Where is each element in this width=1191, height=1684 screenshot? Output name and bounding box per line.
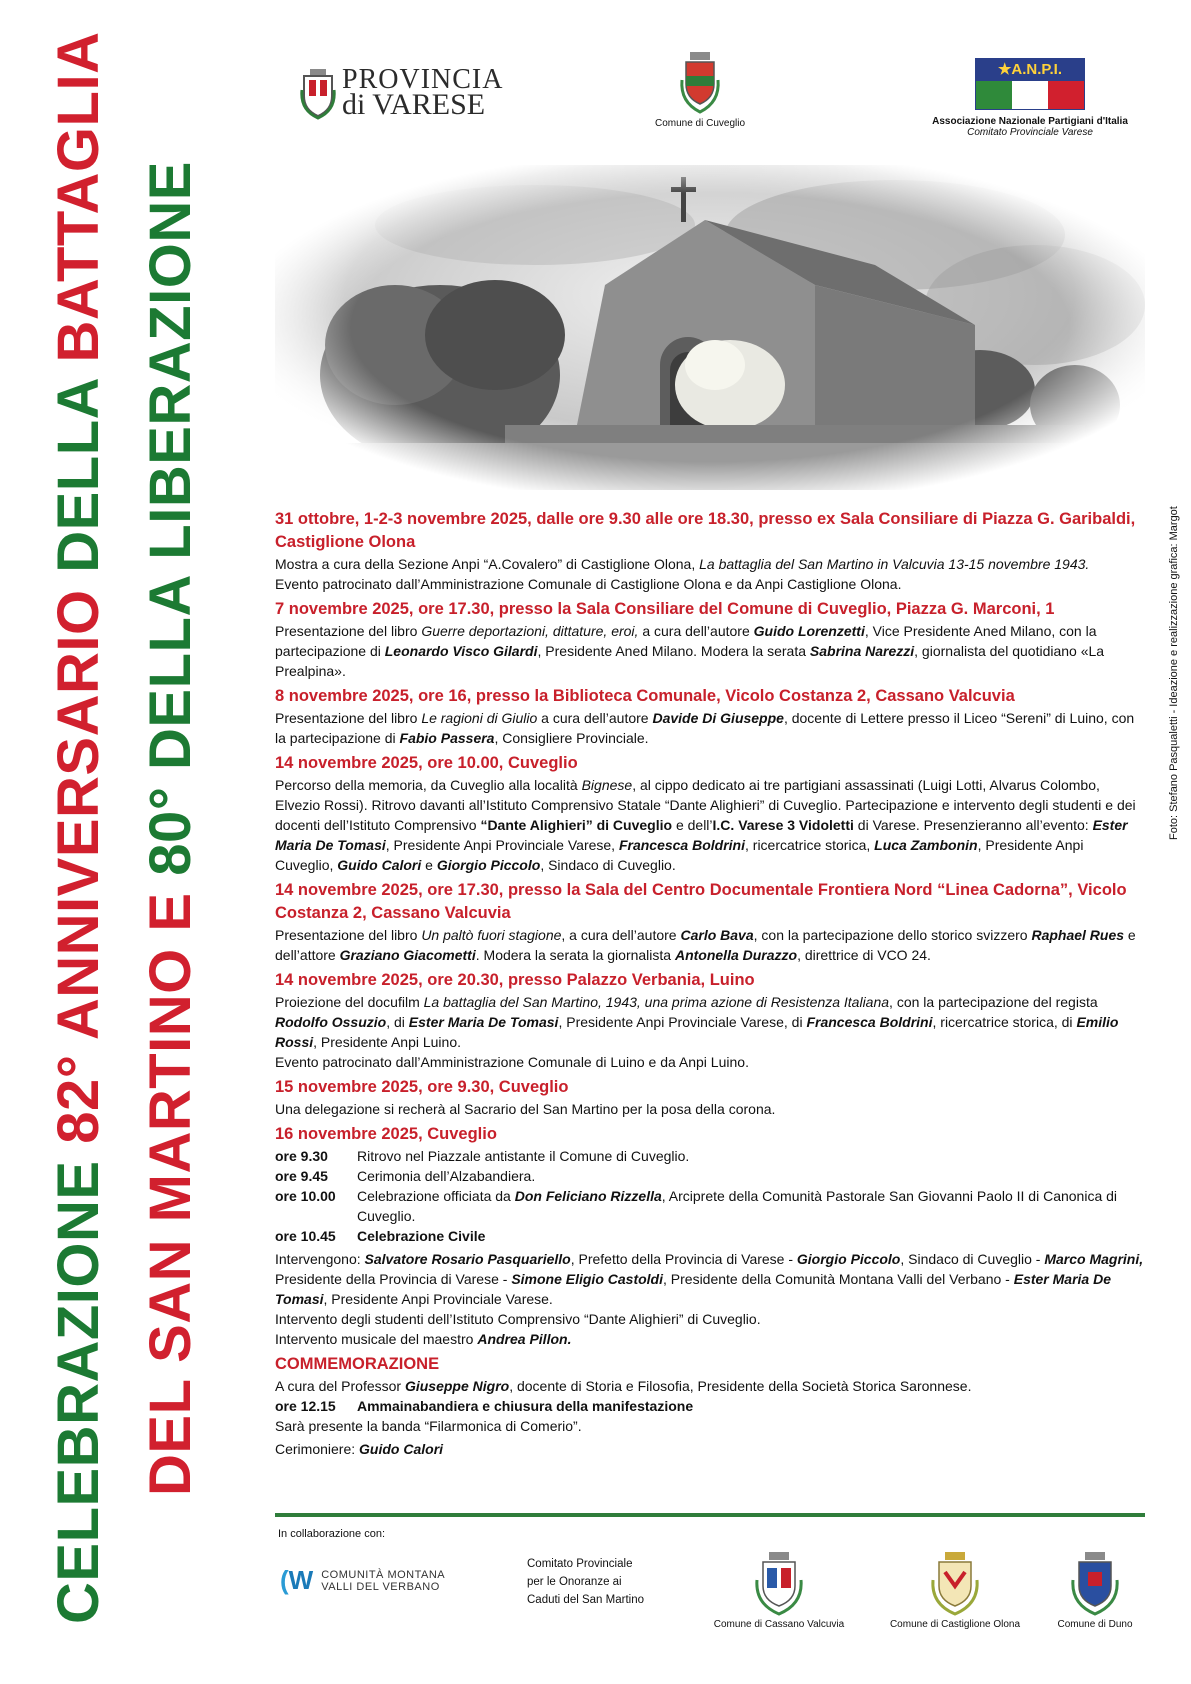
cassano-crest-icon <box>751 1550 807 1616</box>
text: Comitato Provinciale <box>527 1558 633 1570</box>
anpi-acronym: ★A.N.P.I. <box>976 59 1084 81</box>
text: Giorgio Piccolo <box>436 857 541 873</box>
text: , direttrice di VCO 24. <box>797 947 931 963</box>
text: Luca Zambonin <box>874 837 978 853</box>
cm-name-line2: VALLI DEL VERBANO <box>321 1580 440 1593</box>
cuveglio-label: Comune di Cuveglio <box>654 118 746 129</box>
cuveglio-logo <box>640 50 760 129</box>
text: Intervengono: <box>275 1251 365 1267</box>
event-7-title: 15 novembre 2025, ore 9.30, Cuveglio <box>275 1078 569 1096</box>
event-4-body <box>275 775 1145 875</box>
text: , giornalista del quotidiano «La Prealpina». <box>275 643 1105 679</box>
text: Presentazione del libro <box>275 710 422 726</box>
text: , Presidente Anpi Cuveglio, <box>275 837 1084 873</box>
text: di Varese. Presenzieranno all’evento: <box>853 817 1093 833</box>
text: , Sindaco di Cuveglio. <box>540 857 676 873</box>
event-8-title: 16 novembre 2025, Cuveglio <box>275 1125 497 1143</box>
event-1-title: 31 ottobre, 1-2-3 novembre 2025, dalle ore 9.30 alle ore 18.30, presso ex Sala Consiliare di Piazza G. Garibaldi, Castiglione Olona <box>275 510 1136 551</box>
cuveglio-crest-icon <box>678 50 722 114</box>
provincia-crest-icon <box>300 66 336 120</box>
text: . Modera la serata la giornalista <box>475 947 675 963</box>
text: , Presidente della Comunità Montana Valli del Verbano - <box>663 1271 1014 1287</box>
comunita-montana-mark-icon: (W <box>280 1565 314 1595</box>
text: “Dante Alighieri” di Cuveglio <box>480 817 673 833</box>
text: e dell’ <box>672 817 713 833</box>
text: Don Feliciano Rizzella <box>514 1188 662 1204</box>
schedule-time: ore 12.15 <box>275 1398 336 1414</box>
schedule-time: ore 9.30 <box>275 1148 328 1164</box>
duno-logo <box>1040 1550 1150 1630</box>
text: Celebrazione officiata da <box>357 1188 515 1204</box>
text: Rodolfo Ossuzio <box>275 1014 387 1030</box>
comitato-onoranze <box>527 1555 644 1609</box>
text: Andrea Pillon. <box>477 1331 572 1347</box>
event-program <box>275 508 1145 1459</box>
text: Simone Eligio Castoldi <box>511 1271 663 1287</box>
duno-crest-icon <box>1070 1550 1120 1616</box>
castiglione-olona-logo <box>880 1550 1030 1630</box>
text: , docente di Lettere presso il Liceo “Sereni” di Luino, con la partecipazione di <box>275 710 1135 746</box>
text: , Presidente Aned Milano. Modera la serata <box>537 643 810 659</box>
text: , al cippo dedicato ai tre partigiani assassinati (Luigi Lotti, Alvarus Colombo, Elvezio Rossi). Ritrovo davanti all’Istituto Comprensivo Statale “Dante Alighieri” di Cuveglio. Partecipazione e intervento degli studenti e dei docenti dell’Istituto Comprensivo <box>275 777 1136 833</box>
text: Bignese <box>581 777 633 793</box>
text: Presentazione del libro <box>275 927 422 943</box>
text: Guerre deportazioni, dittature, eroi, <box>421 623 639 639</box>
text: Ester Maria De Tomasi <box>275 1271 1112 1307</box>
text: Sabrina Narezzi <box>809 643 915 659</box>
text: , ricercatrice storica, <box>745 837 875 853</box>
text: Presentazione del libro <box>275 623 422 639</box>
text: Presidente della Provincia di Varese - <box>275 1271 512 1287</box>
text: , Presidente Anpi Provinciale Varese, di <box>558 1014 807 1030</box>
text: , Presidente Anpi Provinciale Varese. <box>323 1291 553 1307</box>
text: Marco Magrini, <box>1044 1251 1144 1267</box>
text: Carlo Bava <box>680 927 754 943</box>
schedule-row <box>275 1186 1145 1226</box>
text: A cura del Professor <box>275 1378 405 1394</box>
text: per le Onoranze ai <box>527 1576 622 1588</box>
church-photo <box>275 165 1145 490</box>
event-4-title: 14 novembre 2025, ore 10.00, Cuveglio <box>275 754 578 772</box>
text: , Presidente Anpi Provinciale Varese, <box>385 837 619 853</box>
text: Intervento degli studenti dell’Istituto Comprensivo “Dante Alighieri” di Cuveglio. <box>275 1311 761 1327</box>
event-1-body <box>275 554 1145 594</box>
text: , di <box>386 1014 409 1030</box>
text: Ester Maria De Tomasi <box>408 1014 559 1030</box>
text: , con la partecipazione del regista <box>889 994 1098 1010</box>
text: , ricercatrice storica, di <box>932 1014 1077 1030</box>
event-5-title: 14 novembre 2025, ore 17.30, presso la Sala del Centro Documentale Frontiera Nord “Linea Cadorna”, Vicolo Costanza 2, Cassano Valcuvia <box>275 881 1127 922</box>
text: e dell’attore <box>275 927 1136 963</box>
schedule-text: Ritrovo nel Piazzale antistante il Comune di Cuveglio. <box>357 1148 690 1164</box>
text: Ester Maria De Tomasi <box>275 817 1128 853</box>
text: Mostra a cura della Sezione Anpi “A.Covalero” di Castiglione Olona, <box>275 556 700 572</box>
text: , Arciprete della Comunità Pastorale San Giovanni Paolo II di Canonica di Cuveglio. <box>357 1188 1118 1224</box>
text: a cura dell’autore <box>638 623 754 639</box>
text: Francesca Boldrini <box>806 1014 933 1030</box>
schedule-row <box>275 1396 1145 1416</box>
crest-label: Comune di Duno <box>1057 1619 1133 1630</box>
title-word: DELLA <box>46 379 111 573</box>
schedule-time: ore 9.45 <box>275 1168 328 1184</box>
event-6-title: 14 novembre 2025, ore 20.30, presso Palazzo Verbania, Luino <box>275 971 755 989</box>
text: Graziano Giacometti <box>339 947 476 963</box>
event-6-body <box>275 992 1145 1072</box>
title-word: 82° ANNIVERSARIO <box>46 589 111 1144</box>
cerimoniere <box>275 1439 1145 1459</box>
text: , docente di Storia e Filosofia, Presidente della Società Storica Saronnese. <box>509 1378 972 1394</box>
text: La battaglia del San Martino in Valcuvia 13-15 novembre 1943. <box>699 556 1090 572</box>
text: e <box>421 857 437 873</box>
event-2-body <box>275 621 1145 681</box>
crest-label: Comune di Castiglione Olona <box>889 1619 1021 1630</box>
text: Le ragioni di Giulio <box>421 710 538 726</box>
text: Antonella Durazzo <box>674 947 798 963</box>
text: Raphael Rues <box>1031 927 1125 943</box>
anpi-subtitle: Comitato Provinciale Varese <box>967 127 1093 138</box>
text: a cura dell’autore <box>537 710 653 726</box>
event-3-body <box>275 708 1145 748</box>
text: Giuseppe Nigro <box>404 1378 510 1394</box>
text: Percorso della memoria, da Cuveglio alla località <box>275 777 582 793</box>
text: Proiezione del docufilm <box>275 994 424 1010</box>
schedule-row <box>275 1226 1145 1246</box>
event-3-title: 8 novembre 2025, ore 16, presso la Biblioteca Comunale, Vicolo Costanza 2, Cassano Valcuvia <box>275 687 1015 705</box>
schedule-row <box>275 1146 1145 1166</box>
text: , a cura dell’autore <box>561 927 681 943</box>
text: , Presidente Anpi Luino. <box>313 1034 462 1050</box>
text: , Vice Presidente Aned Milano, con la partecipazione di <box>275 623 1097 659</box>
schedule-row <box>275 1166 1145 1186</box>
title-word: 80° DELLA LIBERAZIONE <box>138 161 203 876</box>
band-note: Sarà presente la banda “Filarmonica di Comerio”. <box>275 1418 582 1434</box>
text: , Consigliere Provinciale. <box>494 730 649 746</box>
text: Guido Calori <box>359 1441 444 1457</box>
text: Guido Calori <box>337 857 422 873</box>
text: Un paltò fuori stagione <box>421 927 562 943</box>
provincia-name: PROVINCIA <box>342 64 504 96</box>
main-title-line-1 <box>46 31 111 1624</box>
schedule-text: Ammainabandiera e chiusura della manifestazione <box>357 1398 694 1414</box>
anpi-flag-icon <box>975 58 1085 110</box>
photo-credit: Foto: Stefano Pasqualetti - Ideazione e realizzazione grafica: Margot <box>1168 506 1180 840</box>
event-5-body <box>275 925 1145 965</box>
castiglione-crest-icon <box>927 1550 983 1616</box>
commemorazione-body <box>275 1376 1145 1396</box>
anpi-name: Associazione Nazionale Partigiani d'Italia <box>932 116 1128 127</box>
text: Fabio Passera <box>399 730 495 746</box>
schedule-text: Celebrazione Civile <box>357 1228 486 1244</box>
text: Evento patrocinato dall’Amministrazione Comunale di Castiglione Olona e da Anpi Castiglione Olona. <box>275 576 902 592</box>
provincia-varese-logo <box>300 66 503 120</box>
event-2-title: 7 novembre 2025, ore 17.30, presso la Sala Consiliare del Comune di Cuveglio, Piazza G. Marconi, 1 <box>275 600 1055 618</box>
anpi-logo <box>905 58 1155 138</box>
text: , Prefetto della Provincia di Varese - <box>570 1251 797 1267</box>
cassano-valcuvia-logo <box>704 1550 854 1630</box>
title-word: BATTAGLIA <box>46 31 111 363</box>
schedule-time: ore 10.00 <box>275 1188 336 1204</box>
text: Intervento musicale del maestro <box>275 1331 478 1347</box>
text: Salvatore Rosario Pasquariello <box>364 1251 571 1267</box>
text: Caduti del San Martino <box>527 1594 644 1606</box>
speakers-text <box>275 1249 1145 1349</box>
text: , con la partecipazione dello storico svizzero <box>753 927 1032 943</box>
text: Cerimoniere: <box>275 1441 360 1457</box>
event-7-body: Una delegazione si recherà al Sacrario del San Martino per la posa della corona. <box>275 1101 776 1117</box>
commemorazione-title: COMMEMORAZIONE <box>275 1355 440 1373</box>
text: Giorgio Piccolo <box>796 1251 901 1267</box>
text: Leonardo Visco Gilardi <box>384 643 538 659</box>
provincia-subname: di VARESE <box>342 88 486 122</box>
main-title-line-2 <box>138 161 203 1496</box>
text: Francesca Boldrini <box>618 837 745 853</box>
text: Emilio Rossi <box>275 1014 1119 1050</box>
collaboration-label: In collaborazione con: <box>278 1528 386 1540</box>
text: Guido Lorenzetti <box>753 623 865 639</box>
schedule-text <box>357 1186 1145 1226</box>
crest-label: Comune di Cassano Valcuvia <box>713 1619 845 1630</box>
comunita-montana-logo <box>280 1565 445 1596</box>
text: Davide Di Giuseppe <box>652 710 784 726</box>
title-word: CELEBRAZIONE <box>46 1160 111 1624</box>
text: La battaglia del San Martino, 1943, una prima azione di Resistenza Italiana <box>423 994 890 1010</box>
text: Evento patrocinato dall’Amministrazione Comunale di Luino e da Anpi Luino. <box>275 1054 749 1070</box>
text: I.C. Varese 3 Vidoletti <box>712 817 854 833</box>
title-word: DEL SAN MARTINO E <box>138 892 203 1496</box>
text: , Sindaco di Cuveglio - <box>900 1251 1045 1267</box>
cm-name-line1: COMUNITÀ MONTANA <box>321 1568 446 1581</box>
divider <box>275 1513 1145 1517</box>
schedule-time: ore 10.45 <box>275 1228 336 1244</box>
schedule-text: Cerimonia dell’Alzabandiera. <box>357 1168 536 1184</box>
